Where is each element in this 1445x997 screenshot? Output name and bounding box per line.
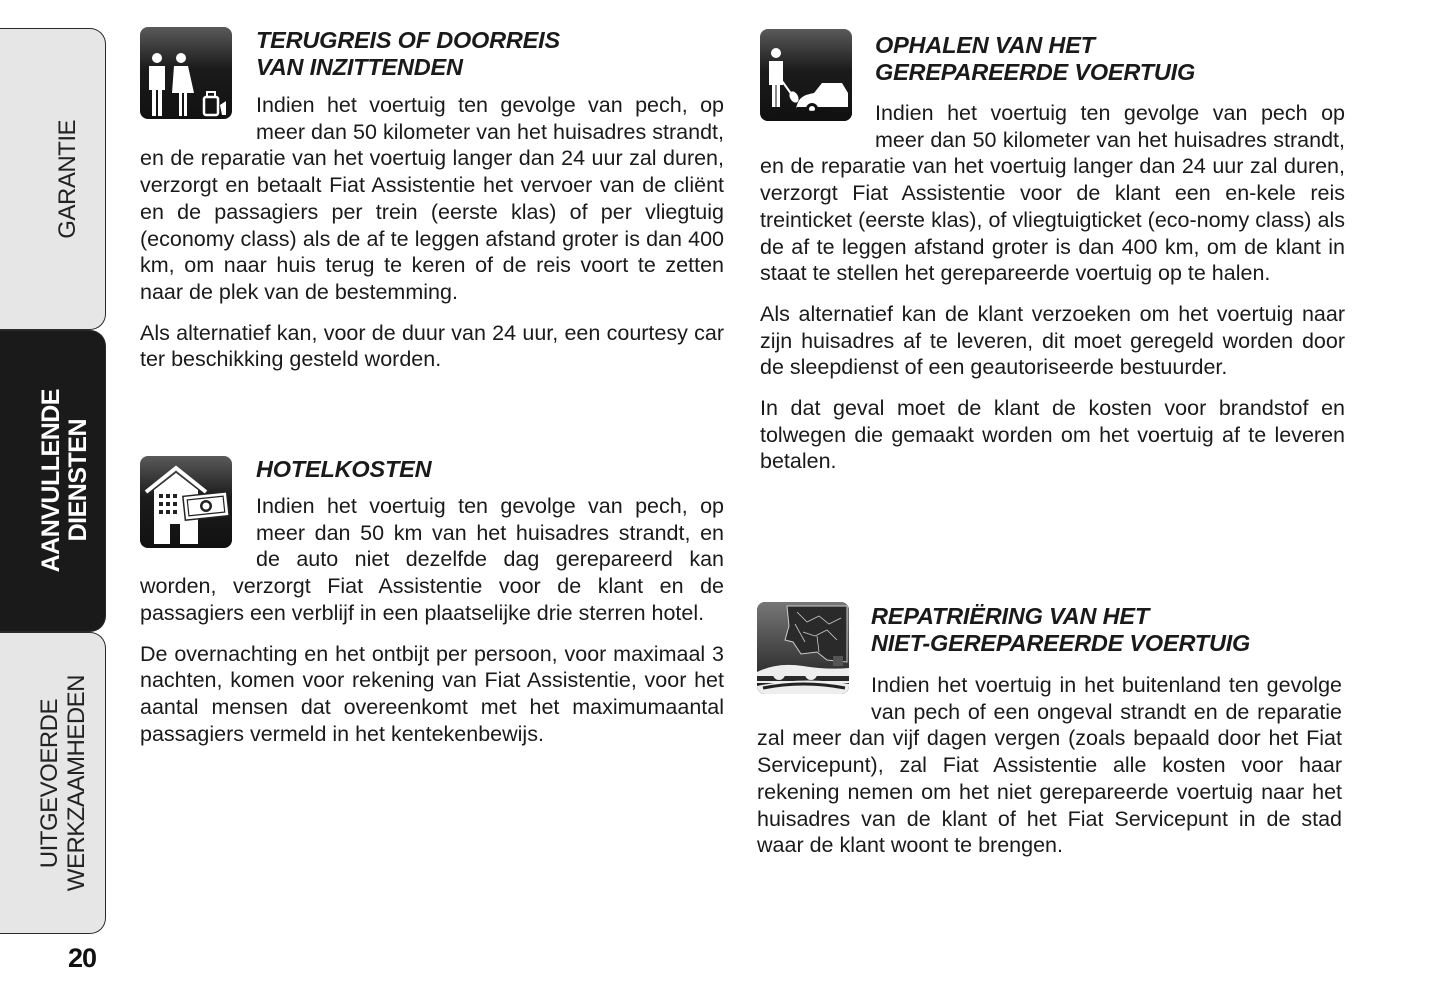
paragraph: Indien het voertuig ten gevolge van pech, op meer dan 50 km van het huisadres strandt, en de auto niet dezelfde dag gerepareerd kan worden, verzorgt Fiat Assistentie voor de klant en de passagiers een verblijf in een plaatselijke drie sterren hotel.: [140, 494, 724, 625]
paragraph: Als alternatief kan, voor de duur van 24 uur, een courtesy car ter beschikking gesteld worden.: [140, 320, 724, 372]
side-tab-label-line2: DIENSTEN: [63, 419, 92, 543]
side-tab-label: [36, 675, 90, 891]
section-body: [760, 100, 1345, 489]
section-title: [871, 603, 1250, 657]
page-number: 20: [68, 943, 97, 973]
section-terugreis: [140, 27, 725, 387]
section-body: [757, 672, 1342, 873]
paragraph: Indien het voertuig ten gevolge van pech op meer dan 50 kilometer van het huisadres strandt, en de reparatie van het voertuig langer dan 24 uur zal duren, verzorgt Fiat Assistentie voor de klant een en-kele reis treinticket (eerste klas), of vliegtuigticket (eco-nomy class) als de af te leggen afstand groter is dan 400 km, om de klant in staat te stellen het gerepareerde voertuig op te halen.: [760, 101, 1345, 286]
side-tab-garantie[interactable]: [0, 28, 106, 330]
section-title: [256, 27, 560, 81]
side-tab-aanvullende-diensten[interactable]: [0, 330, 106, 632]
paragraph: Als alternatief kan de klant verzoeken om het voertuig naar zijn huisadres af te leveren, dit moet geregeld worden door de sleepdienst of een geautoriseerde bestuurder.: [760, 301, 1345, 380]
title-line: GEREPAREERDE VOERTUIG: [875, 59, 1196, 85]
title-line: TERUGREIS OF DOORREIS: [256, 27, 560, 53]
side-tab-label: [38, 389, 92, 572]
side-tab-label: GARANTIE: [54, 119, 81, 239]
paragraph: De overnachting en het ontbijt per persoon, voor maximaal 3 nachten, komen voor rekening van Fiat Assistentie, voor het aantal mensen dat overeenkomt met het maximumaantal passagiers vermeld in het kentekenbewijs.: [140, 641, 724, 746]
section-body: [140, 493, 724, 761]
title-line: REPATRIËRING VAN HET: [871, 603, 1150, 629]
section-title: HOTELKOSTEN: [256, 456, 432, 482]
side-tab-uitgevoerde-werkzaamheden[interactable]: [0, 632, 106, 934]
section-hotelkosten: [140, 456, 725, 786]
section-repatriering: [757, 602, 1342, 872]
title-line: VAN INZITTENDEN: [256, 54, 463, 80]
section-title: [875, 32, 1195, 86]
section-ophalen: [760, 29, 1345, 509]
paragraph: Indien het voertuig ten gevolge van pech, op meer dan 50 kilometer van het huisadres strandt, en de reparatie van het voertuig langer dan 24 uur zal duren, verzorgt en betaalt Fiat Assistentie het vervoer van de cliënt en de passagiers per trein (eerste klas) of per vliegtuig (economy class) als de af te leggen afstand groter is dan 400 km, om naar huis terug te keren of de reis voort te zetten naar de plek van de bestemming.: [140, 93, 724, 304]
side-tab-label-line1: UITGEVOERDE: [35, 698, 63, 868]
side-tab-label-line1: AANVULLENDE: [36, 389, 65, 573]
title-line: OPHALEN VAN HET: [875, 32, 1095, 58]
side-tab-label-line2: WERKZAAMHEDEN: [62, 674, 90, 892]
section-body: [140, 92, 724, 387]
title-line: NIET-GEREPAREERDE VOERTUIG: [871, 630, 1251, 656]
paragraph: In dat geval moet de klant de kosten voor brandstof en tolwegen die gemaakt worden om het voertuig af te leveren betalen.: [760, 396, 1345, 474]
paragraph: Indien het voertuig in het buitenland ten gevolge van pech of een ongeval strandt en de reparatie zal meer dan vijf dagen vergen (zoals bepaald door het Fiat Servicepunt), zal Fiat Assistentie alle kosten voor haar rekening nemen om het niet gerepareerde voertuig naar het huisadres van de klant of het Fiat Servicepunt in de stad waar de klant woont te brengen.: [757, 673, 1342, 858]
